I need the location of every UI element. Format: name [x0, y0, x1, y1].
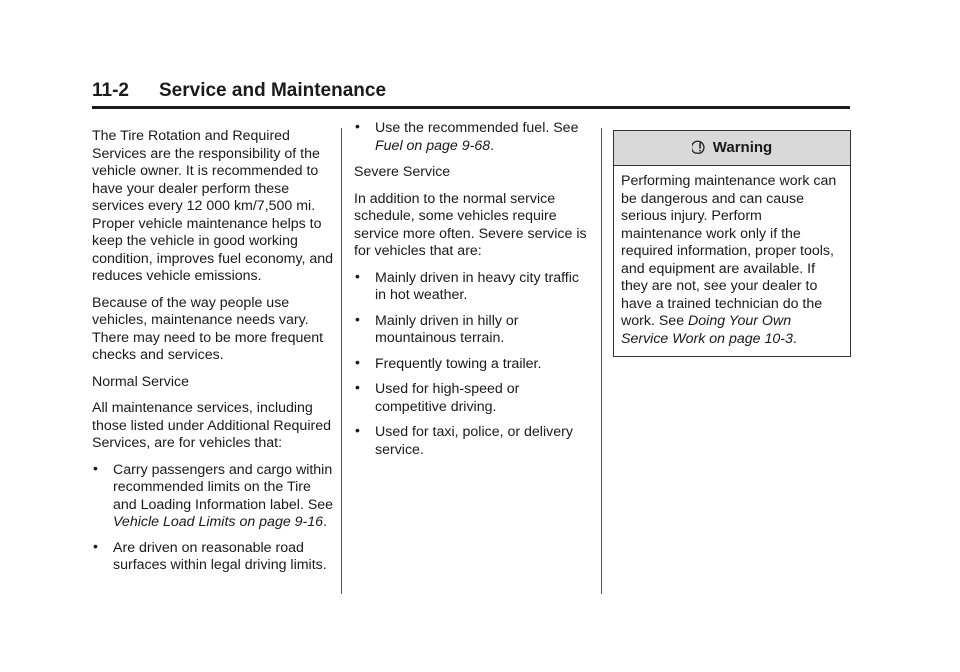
list-item — [354, 267, 589, 305]
section-title: Service and Maintenance — [159, 80, 387, 101]
list-item — [354, 424, 589, 459]
bullet-icon: • — [355, 310, 360, 327]
list-item-text: Mainly driven in heavy city traffic in hot weather. — [375, 269, 579, 303]
bullet-icon: • — [93, 459, 98, 476]
list-item — [354, 120, 589, 155]
column-left — [92, 128, 337, 584]
list-item-text: Used for high-speed or competitive driving. — [375, 381, 520, 415]
page-header — [92, 80, 850, 109]
list-item-text: Used for taxi, police, or delivery service. — [375, 424, 573, 458]
warning-body — [614, 166, 850, 356]
fuel-list — [354, 120, 589, 155]
severe-service-list — [354, 267, 589, 460]
list-item — [354, 381, 589, 416]
list-item-text: Frequently towing a trailer. — [375, 355, 542, 372]
normal-service-list — [92, 459, 337, 575]
warning-title: Warning — [712, 139, 773, 157]
intro-paragraph: The Tire Rotation and Required Services are the responsibility of the vehicle owner. It is recommended to have your dealer perform these services every 12 000 km/7,500 mi. Proper vehicle maintenance helps to keep the vehicle in good working condition, improves fuel economy, and reduces vehicle emissions. — [92, 128, 334, 284]
bullet-icon: • — [355, 267, 360, 284]
list-item — [92, 537, 337, 575]
usage-paragraph: Because of the way people use vehicles, maintenance needs vary. There may need to be more frequent checks and services. — [92, 294, 324, 363]
bullet-icon: • — [93, 537, 98, 554]
list-item — [354, 353, 589, 374]
list-item-end: . — [323, 514, 328, 530]
column-right — [613, 130, 851, 357]
normal-service-heading: Normal Service — [92, 373, 189, 390]
column-divider-right — [601, 128, 602, 594]
warning-header — [614, 131, 850, 166]
normal-service-paragraph: All maintenance services, including those listed under Additional Required Services, are for vehicles that: — [92, 400, 331, 451]
list-item-text: Carry passengers and cargo within recommended limits on the Tire and Loading Information label. See — [113, 461, 334, 513]
bullet-icon: • — [355, 379, 360, 395]
bullet-icon: • — [355, 118, 360, 134]
warning-icon — [692, 139, 708, 155]
warning-text: Performing maintenance work can be dangerous and can cause serious injury. Perform maintenance work only if the required information, proper tools, and equipment are available. If they are not, see your dealer to have a trained technician do the work. See — [621, 173, 837, 329]
severe-service-heading: Severe Service — [354, 164, 451, 180]
section-number: 11-2 — [92, 80, 129, 101]
bullet-icon: • — [355, 422, 360, 438]
severe-service-paragraph: In addition to the normal service schedule, some vehicles require service more often. Severe service is for vehicles that are: — [354, 190, 587, 259]
list-item-text: Use the recommended fuel. See — [375, 120, 579, 136]
list-item — [92, 459, 337, 532]
list-item — [354, 310, 589, 348]
bullet-icon: • — [355, 353, 360, 370]
list-item-text: Mainly driven in hilly or mountainous terrain. — [375, 312, 519, 346]
warning-text-end: . — [792, 330, 797, 347]
warning-text-paragraph — [621, 173, 842, 348]
column-middle — [354, 120, 589, 468]
cross-reference-link[interactable]: Doing Your Own Service Work on page 10-3 — [621, 313, 793, 347]
cross-reference-link[interactable]: Fuel on page 9-68 — [375, 137, 491, 154]
list-item-text: Are driven on reasonable road surfaces within legal driving limits. — [113, 539, 327, 573]
cross-reference-link[interactable]: Vehicle Load Limits on page 9-16 — [113, 514, 324, 530]
list-item-end: . — [490, 137, 495, 154]
column-divider-left — [341, 128, 342, 594]
warning-box — [613, 130, 851, 357]
